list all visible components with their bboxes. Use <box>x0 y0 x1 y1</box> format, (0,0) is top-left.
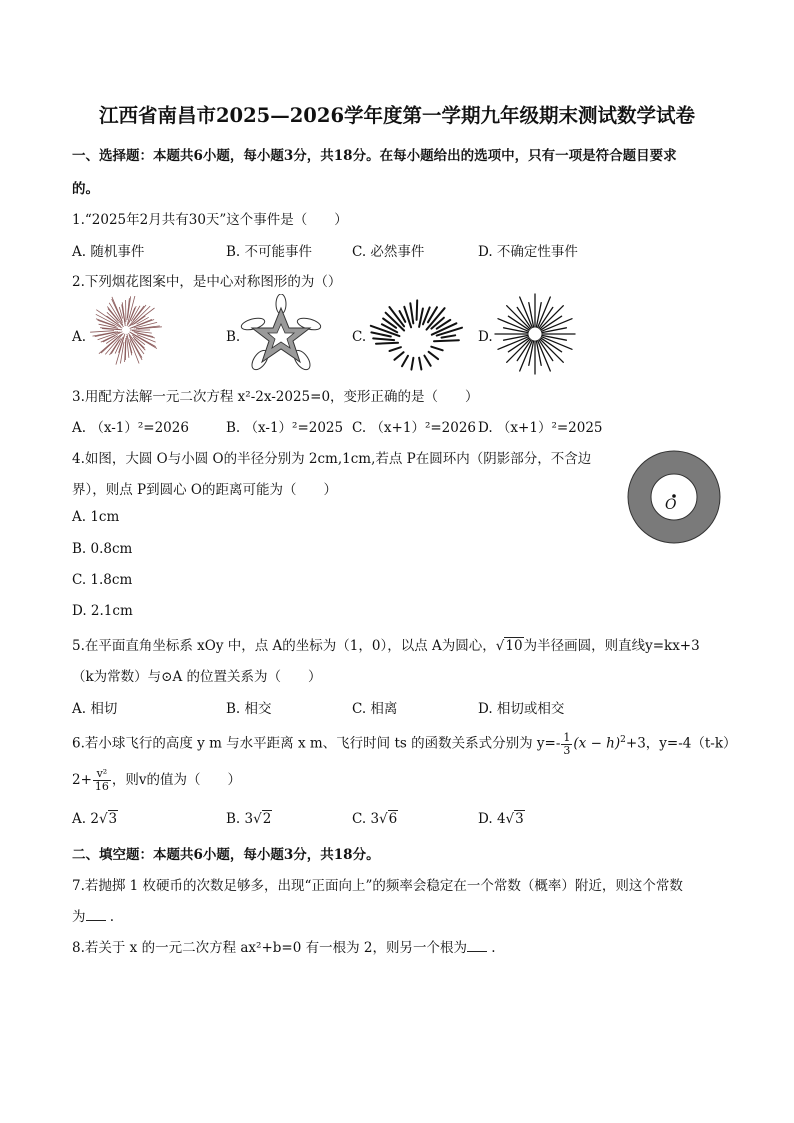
q7-stem-line1: 7.若抛掷 1 枚硬币的次数足够多，出现“正面向上”的频率会稳定在一个常数（概率）附近，则这个常数 <box>72 878 683 894</box>
q4-option-a: A. 1cm <box>72 509 120 525</box>
firework-a-image <box>88 296 164 370</box>
q8-stem: 8.若关于 x 的一元二次方程 ax²+b=0 有一根为 2，则另一个根为 . <box>72 940 496 956</box>
q6-stem-line2: 2+ $\frac{\text{v²}}{16}$ ，则v的值为（ ） <box>72 767 242 793</box>
page-title: 江西省南昌市2025—2026学年度第一学期九年级期末测试数学试卷 <box>98 104 696 127</box>
q4-stem-line2: 界），则点 P到圆心 O的距离可能为（ ） <box>72 482 337 498</box>
q7-answer-blank <box>86 907 106 921</box>
sqrt10: √10 <box>495 638 523 654</box>
q4-option-d: D. 2.1cm <box>72 603 133 619</box>
q1-option-a: A. 随机事件 <box>72 244 145 260</box>
section2-heading: 二、填空题：本题共6小题，每小题3分，共18分。 <box>72 847 380 863</box>
q3-option-a: A. （x-1）²=2026 <box>72 420 189 436</box>
q4-stem-line1: 4.如图，大圆 O与小圆 O的半径分别为 2cm,1cm,若点 P在圆环内（阴影部分，不含边 <box>72 451 592 467</box>
q2-label-c: C. <box>352 329 367 345</box>
q4-option-b: B. 0.8cm <box>72 541 133 557</box>
q5-option-b: B. 相交 <box>226 701 272 717</box>
q2-label-b: B. <box>226 329 241 345</box>
q6-stem-line1: 6.若小球飞行的高度 y m 与水平距离 x m、飞行时间 ts 的函数关系式分别为 y=- $\frac{1}{3}$ $(x - h)^2+3$，y=-4（t-k） <box>72 730 737 757</box>
q4-option-c: C. 1.8cm <box>72 572 133 588</box>
q1-option-d: D. 不确定性事件 <box>478 244 578 260</box>
section1-heading-line1: 一、选择题：本题共6小题，每小题3分，共18分。在每小题给出的选项中，只有一项是符合题目要求 <box>72 148 677 164</box>
q3-option-b: B. （x-1）²=2025 <box>226 420 344 436</box>
q1-option-c: C. 必然事件 <box>352 244 425 260</box>
q1-stem: 1.“2025年2月共有30天”这个事件是（ ） <box>72 212 348 228</box>
q5-stem-line2: （k为常数）与⊙A 的位置关系为（ ） <box>72 669 322 685</box>
q3-option-c: C. （x+1）²=2026 <box>352 420 477 436</box>
q2-label-a: A. <box>72 329 87 345</box>
firework-b-star-image <box>238 294 324 374</box>
firework-c-image <box>364 292 468 374</box>
q6-option-b: B. 3√2 <box>226 811 272 827</box>
q5-option-d: D. 相切或相交 <box>478 701 565 717</box>
q3-option-d: D. （x+1）²=2025 <box>478 420 603 436</box>
section1-heading-line2: 的。 <box>72 181 99 197</box>
q6-option-d: D. 4√3 <box>478 811 524 827</box>
q3-stem: 3.用配方法解一元二次方程 x²-2x-2025=0，变形正确的是（ ） <box>72 389 479 405</box>
q6-option-a: A. 2√3 <box>72 811 118 827</box>
q5-stem-line1: 5.在平面直角坐标系 xOy 中，点 A的坐标为（1，0），以点 A为圆心，√10为半径画圆，则直线y=kx+3 <box>72 638 700 654</box>
q2-stem: 2.下列烟花图案中，是中心对称图形的为（） <box>72 274 342 290</box>
q2-label-d: D. <box>478 329 493 345</box>
q1-option-b: B. 不可能事件 <box>226 244 313 260</box>
q5-option-a: A. 相切 <box>72 701 118 717</box>
q6-option-c: C. 3√6 <box>352 811 398 827</box>
q8-answer-blank <box>467 938 487 952</box>
annulus-center-label: O <box>665 497 677 513</box>
firework-d-image <box>492 292 578 376</box>
q7-stem-line2: 为 . <box>72 909 115 925</box>
q5-option-c: C. 相离 <box>352 701 398 717</box>
